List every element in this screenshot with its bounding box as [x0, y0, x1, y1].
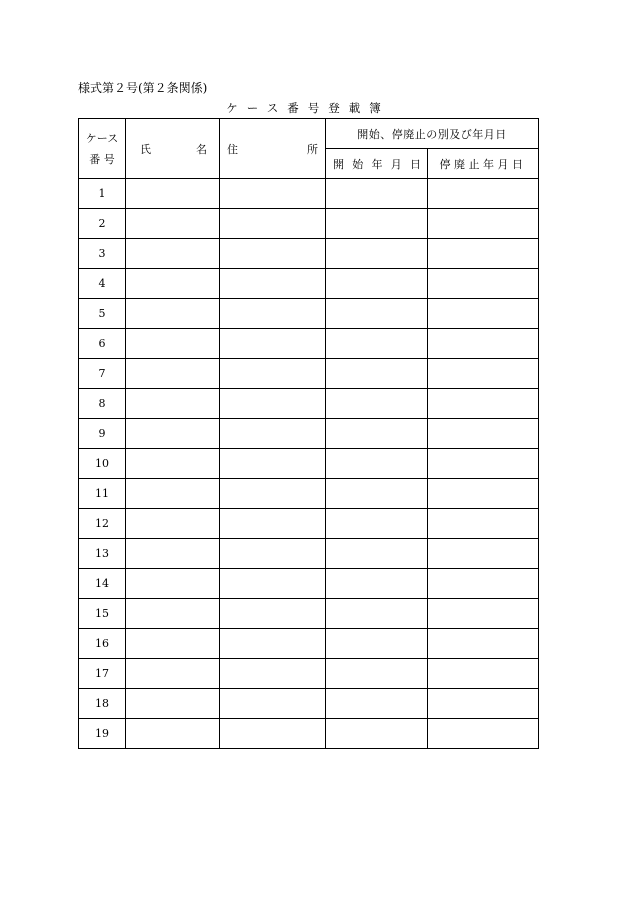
header-start-stop-group: 開始、停廃止の別及び年月日: [326, 119, 539, 149]
table-row: [79, 719, 539, 749]
row-stop-cell[interactable]: [428, 569, 539, 599]
row-case-number: 15: [79, 599, 126, 629]
row-case-number: 5: [79, 299, 126, 329]
row-start-cell[interactable]: [326, 419, 428, 449]
row-start-cell[interactable]: [326, 689, 428, 719]
row-address-cell[interactable]: [220, 659, 326, 689]
table-row: [79, 659, 539, 689]
row-name-cell[interactable]: [126, 389, 220, 419]
table-row: [79, 599, 539, 629]
row-case-number: 4: [79, 269, 126, 299]
row-address-cell[interactable]: [220, 599, 326, 629]
row-stop-cell[interactable]: [428, 599, 539, 629]
header-start-char-2: 始: [352, 157, 364, 171]
row-start-cell[interactable]: [326, 629, 428, 659]
row-address-cell[interactable]: [220, 689, 326, 719]
row-stop-cell[interactable]: [428, 209, 539, 239]
row-stop-cell[interactable]: [428, 509, 539, 539]
row-name-cell[interactable]: [126, 479, 220, 509]
row-address-cell[interactable]: [220, 419, 326, 449]
table-row: [79, 479, 539, 509]
row-case-number: 13: [79, 539, 126, 569]
row-name-cell[interactable]: [126, 569, 220, 599]
row-case-number: 12: [79, 509, 126, 539]
row-case-number: 3: [79, 239, 126, 269]
row-address-cell[interactable]: [220, 299, 326, 329]
row-start-cell[interactable]: [326, 359, 428, 389]
row-start-cell[interactable]: [326, 209, 428, 239]
table-row: [79, 629, 539, 659]
row-stop-cell[interactable]: [428, 239, 539, 269]
row-name-cell[interactable]: [126, 629, 220, 659]
header-start-char-4: 月: [390, 157, 402, 171]
row-name-cell[interactable]: [126, 239, 220, 269]
row-stop-cell[interactable]: [428, 629, 539, 659]
row-address-cell[interactable]: [220, 389, 326, 419]
row-address-cell[interactable]: [220, 179, 326, 209]
row-address-cell[interactable]: [220, 479, 326, 509]
case-register-table: [78, 118, 539, 749]
table-row: [79, 569, 539, 599]
row-address-cell[interactable]: [220, 569, 326, 599]
table-row: [79, 239, 539, 269]
header-stop-date: 停廃止年月日: [428, 149, 539, 179]
document-title: ケース番号登載簿: [226, 101, 390, 115]
row-address-cell[interactable]: [220, 509, 326, 539]
row-name-cell[interactable]: [126, 719, 220, 749]
row-stop-cell[interactable]: [428, 419, 539, 449]
table-row: [79, 359, 539, 389]
row-stop-cell[interactable]: [428, 479, 539, 509]
row-name-cell[interactable]: [126, 269, 220, 299]
row-stop-cell[interactable]: [428, 299, 539, 329]
row-case-number: 7: [79, 359, 126, 389]
row-start-cell[interactable]: [326, 659, 428, 689]
row-stop-cell[interactable]: [428, 449, 539, 479]
header-start-char-3: 年: [371, 157, 383, 171]
header-start-date: [326, 149, 428, 179]
row-name-cell[interactable]: [126, 509, 220, 539]
row-start-cell[interactable]: [326, 389, 428, 419]
row-case-number: 2: [79, 209, 126, 239]
row-stop-cell[interactable]: [428, 269, 539, 299]
header-start-char-1: 開: [333, 157, 344, 171]
row-case-number: 6: [79, 329, 126, 359]
row-name-cell[interactable]: [126, 689, 220, 719]
row-name-cell[interactable]: [126, 659, 220, 689]
header-address-char-2: 所: [307, 142, 318, 156]
row-name-cell[interactable]: [126, 209, 220, 239]
table-row: [79, 299, 539, 329]
table-body: [79, 119, 539, 749]
header-case-number-line1: ケース: [85, 131, 119, 145]
row-stop-cell[interactable]: [428, 389, 539, 419]
row-stop-cell[interactable]: [428, 329, 539, 359]
row-start-cell[interactable]: [326, 509, 428, 539]
table-row: [79, 689, 539, 719]
row-address-cell[interactable]: [220, 539, 326, 569]
row-stop-cell[interactable]: [428, 359, 539, 389]
table-row: [79, 509, 539, 539]
row-name-cell[interactable]: [126, 449, 220, 479]
header-address-char-1: 住: [227, 142, 238, 156]
table-row: [79, 389, 539, 419]
row-case-number: 19: [79, 719, 126, 749]
row-case-number: 18: [79, 689, 126, 719]
row-address-cell[interactable]: [220, 329, 326, 359]
table-row: [79, 269, 539, 299]
row-start-cell[interactable]: [326, 539, 428, 569]
row-address-cell[interactable]: [220, 269, 326, 299]
row-address-cell[interactable]: [220, 209, 326, 239]
row-case-number: 8: [79, 389, 126, 419]
row-address-cell[interactable]: [220, 239, 326, 269]
header-name-char-2: 名: [196, 142, 207, 156]
table-row: [79, 329, 539, 359]
row-case-number: 11: [79, 479, 126, 509]
table-row: [79, 179, 539, 209]
header-case-number: [79, 119, 126, 179]
header-start-char-5: 日: [410, 157, 421, 171]
table-row: [79, 539, 539, 569]
row-name-cell[interactable]: [126, 419, 220, 449]
row-stop-cell[interactable]: [428, 659, 539, 689]
row-case-number: 16: [79, 629, 126, 659]
row-case-number: 10: [79, 449, 126, 479]
row-start-cell[interactable]: [326, 269, 428, 299]
row-name-cell[interactable]: [126, 539, 220, 569]
row-case-number: 17: [79, 659, 126, 689]
row-start-cell[interactable]: [326, 569, 428, 599]
table-row: [79, 209, 539, 239]
header-name: [126, 119, 220, 179]
row-start-cell[interactable]: [326, 719, 428, 749]
row-case-number: 14: [79, 569, 126, 599]
header-address: [220, 119, 326, 179]
row-start-cell[interactable]: [326, 449, 428, 479]
form-label: 様式第２号(第２条関係): [78, 81, 208, 95]
row-start-cell[interactable]: [326, 479, 428, 509]
row-address-cell[interactable]: [220, 359, 326, 389]
row-name-cell[interactable]: [126, 359, 220, 389]
row-address-cell[interactable]: [220, 449, 326, 479]
row-start-cell[interactable]: [326, 179, 428, 209]
row-name-cell[interactable]: [126, 299, 220, 329]
row-address-cell[interactable]: [220, 719, 326, 749]
row-stop-cell[interactable]: [428, 719, 539, 749]
row-name-cell[interactable]: [126, 179, 220, 209]
table-row: [79, 419, 539, 449]
row-start-cell[interactable]: [326, 299, 428, 329]
row-stop-cell[interactable]: [428, 539, 539, 569]
header-case-number-line2: 番 号: [89, 152, 115, 166]
row-start-cell[interactable]: [326, 239, 428, 269]
row-stop-cell[interactable]: [428, 689, 539, 719]
row-name-cell[interactable]: [126, 599, 220, 629]
row-start-cell[interactable]: [326, 329, 428, 359]
row-start-cell[interactable]: [326, 599, 428, 629]
header-row-1: [79, 119, 539, 149]
table-row: [79, 449, 539, 479]
row-case-number: 1: [79, 179, 126, 209]
row-address-cell[interactable]: [220, 629, 326, 659]
row-name-cell[interactable]: [126, 329, 220, 359]
row-case-number: 9: [79, 419, 126, 449]
header-name-char-1: 氏: [140, 142, 151, 156]
row-stop-cell[interactable]: [428, 179, 539, 209]
